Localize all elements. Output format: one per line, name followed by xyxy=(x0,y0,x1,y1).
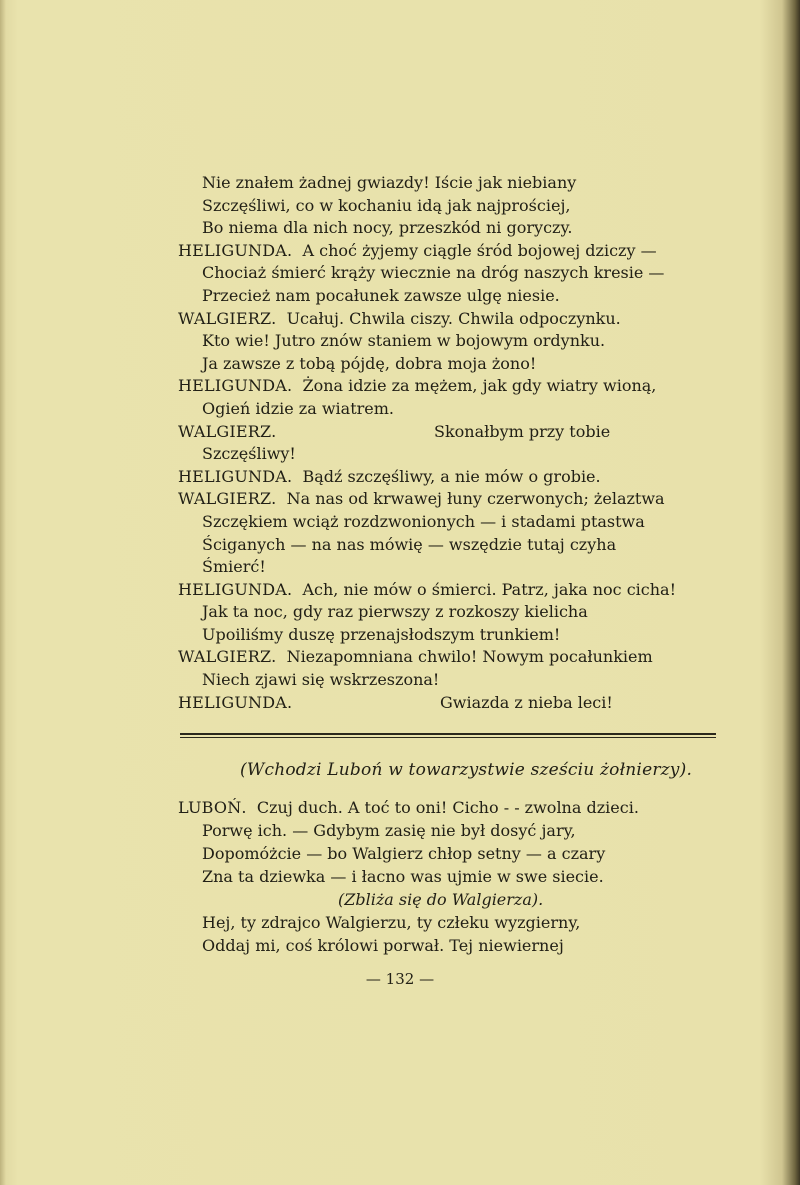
dialogue-bottom xyxy=(178,796,718,957)
speaker-line: WALGIERZ. Ucałuj. Chwila ciszy. Chwila odpoczynku. xyxy=(178,308,621,328)
verse-line: Szczęśliwy! xyxy=(202,444,296,464)
section-divider-thin xyxy=(180,737,716,738)
speaker-name: HELIGUNDA. xyxy=(178,376,293,396)
verse-line: Niech zjawi się wskrzeszona! xyxy=(202,670,440,690)
speaker-line: WALGIERZ. Na nas od krwawej łuny czerwonych; żelaztwa xyxy=(178,489,665,509)
verse-line: Chociaż śmierć krąży wiecznie na dróg naszych kresie — xyxy=(202,263,665,283)
speaker-line: LUBOŃ. Czuj duch. A toć to oni! Cicho - - zwolna dzieci. xyxy=(178,798,639,817)
speaker-name: HELIGUNDA. xyxy=(178,692,293,712)
speaker-name: WALGIERZ. xyxy=(178,308,277,328)
verse-line: Jak ta noc, gdy raz pierwszy z rozkoszy kielicha xyxy=(202,602,588,622)
speaker-line: HELIGUNDA. Ach, nie mów o śmierci. Patrz, jaka noc cicha! xyxy=(178,579,677,599)
verse-line: Oddaj mi, coś królowi porwał. Tej niewiernej xyxy=(202,936,564,955)
speaker-line: WALGIERZ. Niezapomniana chwilo! Nowym pocałunkiem xyxy=(178,647,653,667)
verse-line: Szczękiem wciąż rozdzwonionych — i stadami ptastwa xyxy=(202,511,645,531)
page-edge xyxy=(0,0,6,1185)
speaker-line: HELIGUNDA. Żona idzie za mężem, jak gdy wiatry wioną, xyxy=(178,376,657,396)
speaker-line: HELIGUNDA. A choć żyjemy ciągle śród bojowej dziczy — xyxy=(178,240,657,260)
speaker-name: HELIGUNDA. xyxy=(178,240,293,260)
verse-line: Szczęśliwi, co w kochaniu idą jak najprościej, xyxy=(202,195,571,215)
verse-line: Przecież nam pocałunek zawsze ulgę niesie. xyxy=(202,285,560,305)
verse-line: Bo niema dla nich nocy, przeszkód ni goryczy. xyxy=(202,218,573,238)
speaker-name: LUBOŃ. xyxy=(178,798,247,817)
stage-direction: (Wchodzi Luboń w towarzystwie sześciu żołnierzy). xyxy=(240,760,693,780)
verse-line: Dopomóżcie — bo Walgierz chłop setny — a czary xyxy=(202,844,606,863)
verse-line: Ja zawsze z tobą pójdę, dobra moja żono! xyxy=(202,353,537,373)
speaker-name: WALGIERZ. xyxy=(178,421,277,441)
verse-line: Zna ta dziewka — i łacno was ujmie w swe siecie. xyxy=(202,867,604,886)
speaker-line: WALGIERZ. Skonałbym przy tobie xyxy=(178,421,611,441)
verse-line: Śmierć! xyxy=(202,557,266,577)
dialogue-top xyxy=(178,172,718,714)
section-divider xyxy=(180,733,716,735)
speaker-line: HELIGUNDA. Gwiazda z nieba leci! xyxy=(178,692,613,712)
inline-stage-direction: (Zbliża się do Walgierza). xyxy=(338,890,544,909)
speaker-line: HELIGUNDA. Bądź szczęśliwy, a nie mów o grobie. xyxy=(178,466,601,486)
speaker-name: HELIGUNDA. xyxy=(178,579,293,599)
speaker-name: WALGIERZ. xyxy=(178,647,277,667)
verse-line: Ściganych — na nas mówię — wszędzie tutaj czyha xyxy=(202,534,617,554)
verse-line: Kto wie! Jutro znów staniem w bojowym ordynku. xyxy=(202,331,606,351)
verse-line: Porwę ich. — Gdybym zasię nie był dosyć jary, xyxy=(202,821,576,840)
speaker-name: HELIGUNDA. xyxy=(178,466,293,486)
page-number: — 132 — xyxy=(365,970,435,988)
verse-line: Upoiliśmy duszę przenajsłodszym trunkiem! xyxy=(202,624,561,644)
verse-line: Ogień idzie za wiatrem. xyxy=(202,398,395,418)
verse-line: Nie znałem żadnej gwiazdy! Iście jak niebiany xyxy=(202,173,577,192)
speaker-name: WALGIERZ. xyxy=(178,489,277,509)
verse-line: Hej, ty zdrajco Walgierzu, ty człeku wyzgierny, xyxy=(202,913,581,932)
